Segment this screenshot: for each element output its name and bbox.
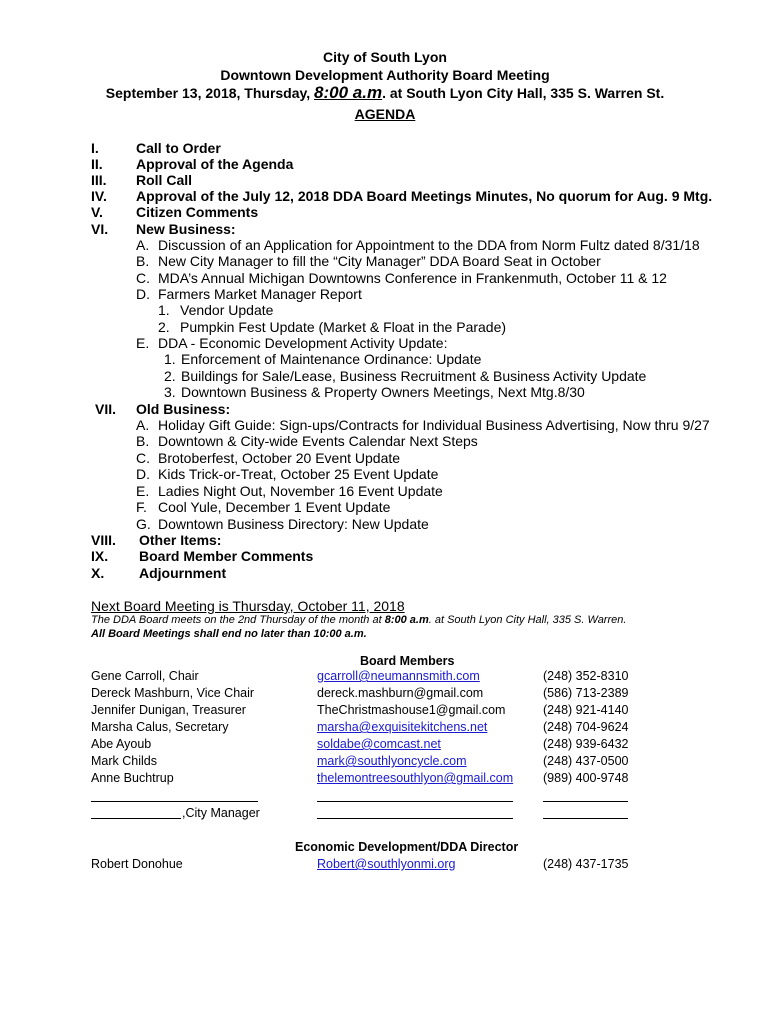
agenda-num: I. [91,140,99,156]
meeting-date-line: September 13, 2018, Thursday, 8:00 a.m. at South Lyon City Hall, 335 S. Warren St. [105,83,665,102]
member-email-link[interactable]: thelemontreesouthlyon@gmail.com [317,771,514,785]
member-phone: (989) 400-9748 [543,771,629,785]
member-email-link[interactable]: marsha@exquisitekitchens.net [317,720,488,734]
city-manager-label: ,City Manager [182,806,260,820]
agenda-num: IX. [91,548,109,564]
agenda-item: Citizen Comments [136,204,259,220]
new-business-subitem: 2. Pumpkin Fest Update (Market & Float in the Parade) [158,319,507,335]
member-phone: (586) 713-2389 [543,686,629,700]
agenda-item: Board Member Comments [139,548,314,564]
old-business-item: C. Brotoberfest, October 20 Event Update [136,450,401,466]
agenda-num: II. [91,156,103,172]
agenda-item: Other Items: [139,532,222,548]
member-phone: (248) 921-4140 [543,703,629,717]
member-name: Gene Carroll, Chair [91,669,199,683]
member-phone: (248) 352-8310 [543,669,629,683]
member-name: Mark Childs [91,754,157,768]
agenda-item-old-business: Old Business: [136,401,231,417]
blank-email-line [317,818,513,819]
agenda-num: V. [91,204,103,220]
new-business-subitem: 1. Enforcement of Maintenance Ordinance: Update [164,351,482,367]
old-business-item: F. Cool Yule, December 1 Event Update [136,499,391,515]
member-email-link[interactable]: mark@southlyoncycle.com [317,754,467,768]
member-email: TheChristmashouse1@gmail.com [317,703,506,717]
agenda-item: Adjournment [139,565,227,581]
member-name: Anne Buchtrup [91,771,174,785]
member-name: Abe Ayoub [91,737,152,751]
member-email-link[interactable]: soldabe@comcast.net [317,737,441,751]
meeting-end-note: All Board Meetings shall end no later than 10:00 a.m. [91,628,367,640]
agenda-item: Call to Order [136,140,221,156]
director-phone: (248) 437-1735 [543,857,629,871]
blank-city-manager-line [91,818,181,819]
member-name: Marsha Calus, Secretary [91,720,229,734]
member-phone: (248) 704-9624 [543,720,629,734]
agenda-item: Approval of the Agenda [136,156,294,172]
blank-phone-line [543,818,628,819]
new-business-item: B. New City Manager to fill the “City Manager” DDA Board Seat in October [136,253,601,269]
new-business-item: C. MDA’s Annual Michigan Downtowns Conference in Frankenmuth, October 11 & 12 [136,270,667,286]
agenda-item-new-business: New Business: [136,221,236,237]
old-business-item: G. Downtown Business Directory: New Update [136,516,429,532]
blank-name-line [91,801,258,802]
agenda-heading: AGENDA [354,106,416,122]
old-business-item: B. Downtown & City-wide Events Calendar Next Steps [136,433,478,449]
member-name: Dereck Mashburn, Vice Chair [91,686,255,700]
old-business-item: E. Ladies Night Out, November 16 Event Update [136,483,443,499]
new-business-subitem: 2. Buildings for Sale/Lease, Business Recruitment & Business Activity Update [164,368,647,384]
next-meeting-title: Next Board Meeting is Thursday, October 11, 2018 [91,598,405,614]
new-business-item: E. DDA - Economic Development Activity Update: [136,335,448,351]
old-business-item: D. Kids Trick-or-Treat, October 25 Event Update [136,466,439,482]
agenda-num: III. [91,172,107,188]
director-name: Robert Donohue [91,857,183,871]
agenda-item: Roll Call [136,172,193,188]
agenda-item: Approval of the July 12, 2018 DDA Board Meetings Minutes, No quorum for Aug. 9 Mtg. [136,188,713,204]
member-phone: (248) 437-0500 [543,754,629,768]
agenda-num: VII. [95,401,117,417]
member-email-link[interactable]: gcarroll@neumannsmith.com [317,669,480,683]
blank-email-line [317,801,513,802]
meeting-time: 8:00 a.m [314,83,383,102]
agenda-num: IV. [91,188,107,204]
agenda-num: X. [91,565,105,581]
city-title: City of South Lyon [323,49,447,65]
board-members-heading: Board Members [360,654,455,668]
agenda-num: VI. [91,221,109,237]
member-email: dereck.mashburn@gmail.com [317,686,484,700]
director-heading: Economic Development/DDA Director [295,840,519,854]
meeting-schedule-note: The DDA Board meets on the 2nd Thursday of the month at 8:00 a.m. at South Lyon City Hall, 335 S. Warren. [91,614,627,626]
agenda-num: VIII. [91,532,116,548]
new-business-item: D. Farmers Market Manager Report [136,286,362,302]
new-business-subitem: 1. Vendor Update [158,302,274,318]
member-name: Jennifer Dunigan, Treasurer [91,703,246,717]
old-business-item: A. Holiday Gift Guide: Sign-ups/Contracts for Individual Business Advertising, Now thru 9/27 [136,417,710,433]
new-business-subitem: 3. Downtown Business & Property Owners Meetings, Next Mtg.8/30 [164,384,585,400]
new-business-item: A. Discussion of an Application for Appointment to the DDA from Norm Fultz dated 8/31/18 [136,237,700,253]
blank-phone-line [543,801,628,802]
meeting-title: Downtown Development Authority Board Meeting [220,67,550,83]
director-email-link[interactable]: Robert@southlyonmi.org [317,857,456,871]
member-phone: (248) 939-6432 [543,737,629,751]
